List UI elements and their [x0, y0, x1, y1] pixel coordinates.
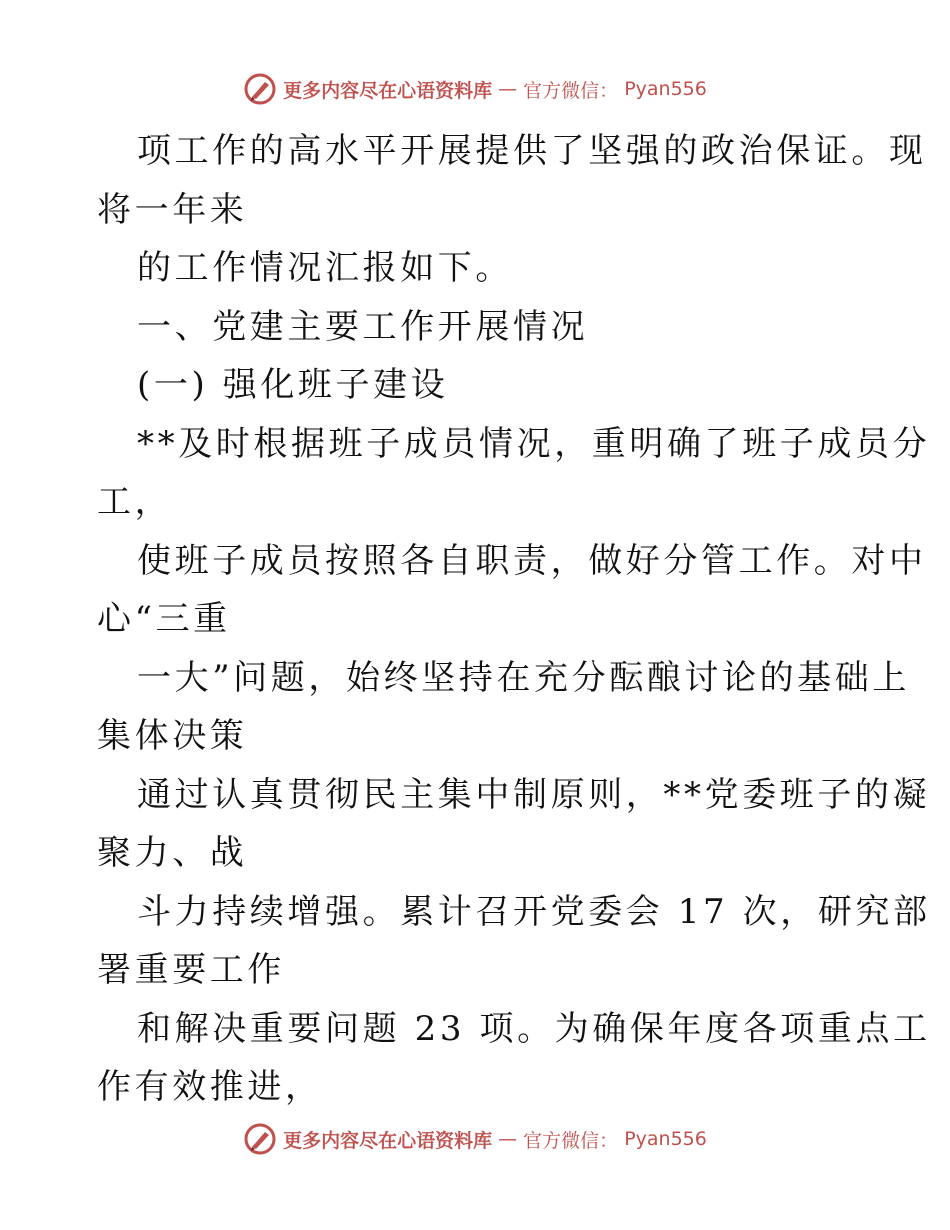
text-line: **及时根据班子成员情况，重明确了班子成员分 — [137, 423, 931, 464]
text-line: 集体决策 — [97, 716, 248, 756]
watermark-label: 官方微信： — [523, 1129, 619, 1152]
subsection-heading: (一) 强化班子建设 — [137, 365, 449, 405]
watermark-label: 官方微信： — [523, 79, 619, 102]
text-line: 和解决重要问题 23 项。为确保年度各项重点工 — [137, 1008, 931, 1049]
watermark-separator: — — [498, 1128, 518, 1150]
text-line: 将一年来 — [97, 189, 248, 230]
pen-logo-icon — [243, 1122, 277, 1156]
document-body — [97, 122, 931, 1117]
watermark-brand: 更多内容尽在心语资料库 — [283, 1129, 493, 1152]
section-heading: 一、党建主要工作开展情况 — [137, 306, 589, 347]
watermark-id: Pyan556 — [624, 78, 707, 100]
text-line: 通过认真贯彻民主集中制原则，**党委班子的凝 — [137, 774, 931, 815]
text-line: 工， — [97, 482, 173, 522]
text-line: 一大”问题，始终坚持在充分酝酿讨论的基础上 — [137, 657, 910, 698]
text-line: 项工作的高水平开展提供了坚强的政治保证。现 — [137, 131, 927, 171]
text-line: 的工作情况汇报如下。 — [137, 248, 513, 288]
text-line: 斗力持续增强。累计召开党委会 17 次，研究部 — [137, 891, 931, 932]
text-line: 署重要工作 — [97, 950, 285, 990]
header-watermark — [0, 72, 950, 106]
text-line: 心“三重 — [97, 599, 231, 639]
watermark-id: Pyan556 — [624, 1128, 707, 1150]
text-line: 使班子成员按照各自职责，做好分管工作。对中 — [137, 540, 927, 581]
text-line: 聚力、战 — [97, 833, 248, 873]
pen-logo-icon — [243, 72, 277, 106]
text-line: 作有效推进， — [97, 1067, 323, 1107]
watermark-brand: 更多内容尽在心语资料库 — [283, 79, 493, 102]
footer-watermark — [0, 1122, 950, 1156]
watermark-separator: — — [498, 78, 518, 100]
